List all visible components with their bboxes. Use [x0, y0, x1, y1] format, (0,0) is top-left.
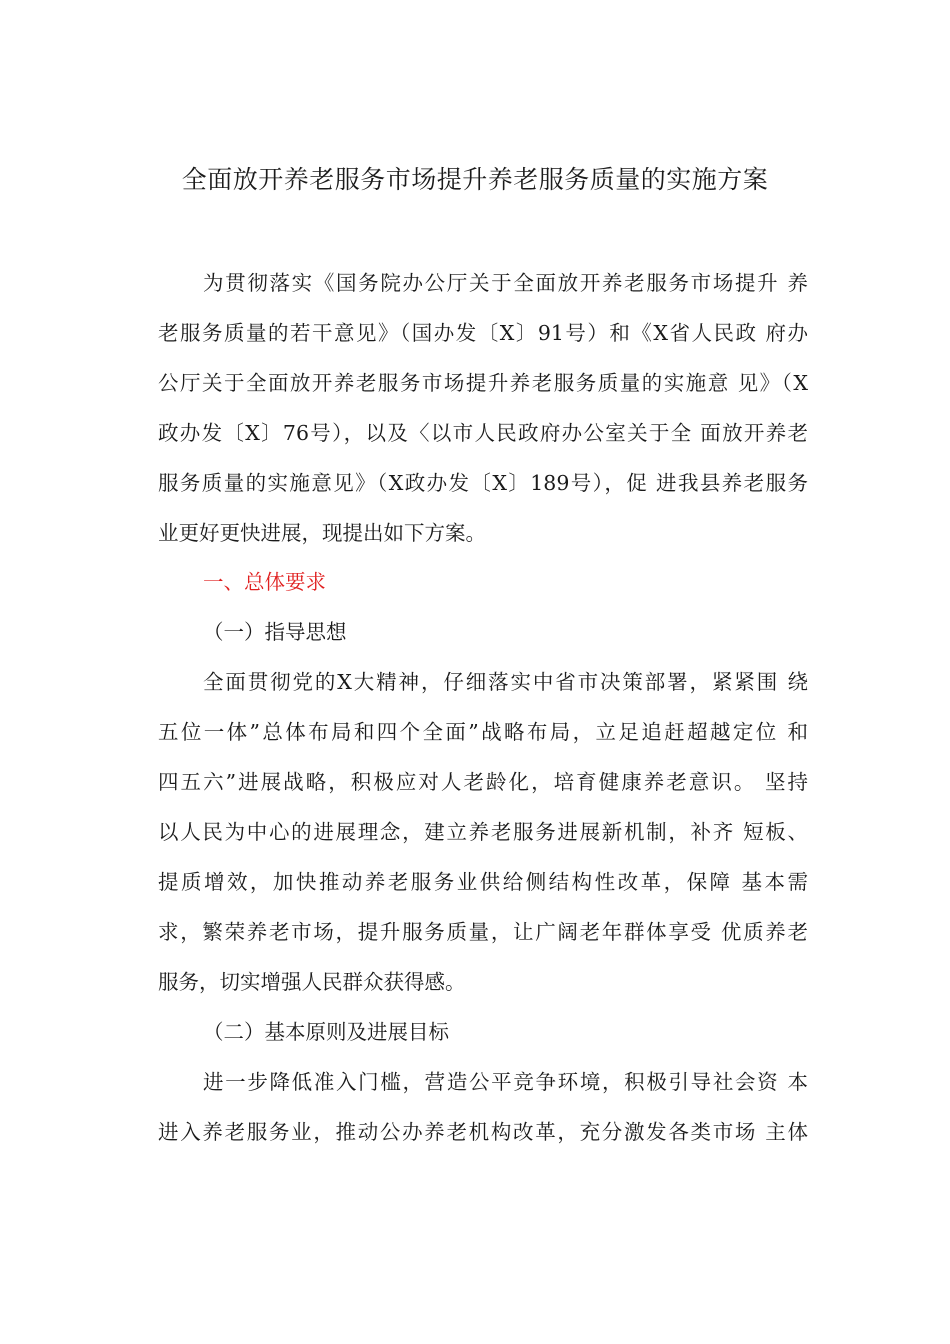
paragraph-1-line: 业更好更快进展，现提出如下方案。	[158, 521, 486, 545]
paragraph-2-line: 全面贯彻党的X大精神，仔细落实中省市决策部署，紧紧围 绕	[203, 670, 808, 694]
paragraph-2-line: 求，繁荣养老市场，提升服务质量，让广阔老年群体享受 优质养老	[158, 920, 808, 944]
paragraph-1-line: 服务质量的实施意见》（X政办发〔X〕189号），促 进我县养老服务	[158, 471, 808, 495]
paragraph-1-line: 公厅关于全面放开养老服务市场提升养老服务质量的实施意 见》（X	[158, 371, 808, 395]
paragraph-1-line: 老服务质量的若干意见》（国办发〔X〕91号）和《X省人民政 府办	[158, 321, 808, 345]
paragraph-2-line: 以人民为中心的进展理念，建立养老服务进展新机制，补齐 短板、	[158, 820, 808, 844]
subsection-heading: （一）指导思想	[203, 620, 347, 644]
paragraph-2-line: 提质增效，加快推动养老服务业供给侧结构性改革，保障 基本需	[158, 870, 808, 894]
document-title: 全面放开养老服务市场提升养老服务质量的实施方案	[181, 165, 769, 194]
section-heading: 一、总体要求	[203, 570, 326, 594]
paragraph-3-line: 进入养老服务业，推动公办养老机构改革，充分激发各类市场 主体	[158, 1120, 808, 1144]
paragraph-1-line: 为贯彻落实《国务院办公厅关于全面放开养老服务市场提升 养	[203, 271, 808, 295]
paragraph-2-line: 五位一体”总体布局和四个全面”战略布局，立足追赶超越定位 和	[158, 720, 808, 744]
paragraph-1-line: 政办发〔X〕76号），以及〈以市人民政府办公室关于全 面放开养老	[158, 421, 808, 445]
paragraph-2-line: 四五六”进展战略，积极应对人老龄化，培育健康养老意识。 坚持	[158, 770, 808, 794]
subsection-heading: （二）基本原则及进展目标	[203, 1020, 449, 1044]
paragraph-2-line: 服务，切实增强人民群众获得感。	[158, 970, 466, 994]
paragraph-3-line: 进一步降低准入门槛，营造公平竞争环境，积极引导社会资 本	[203, 1070, 808, 1094]
